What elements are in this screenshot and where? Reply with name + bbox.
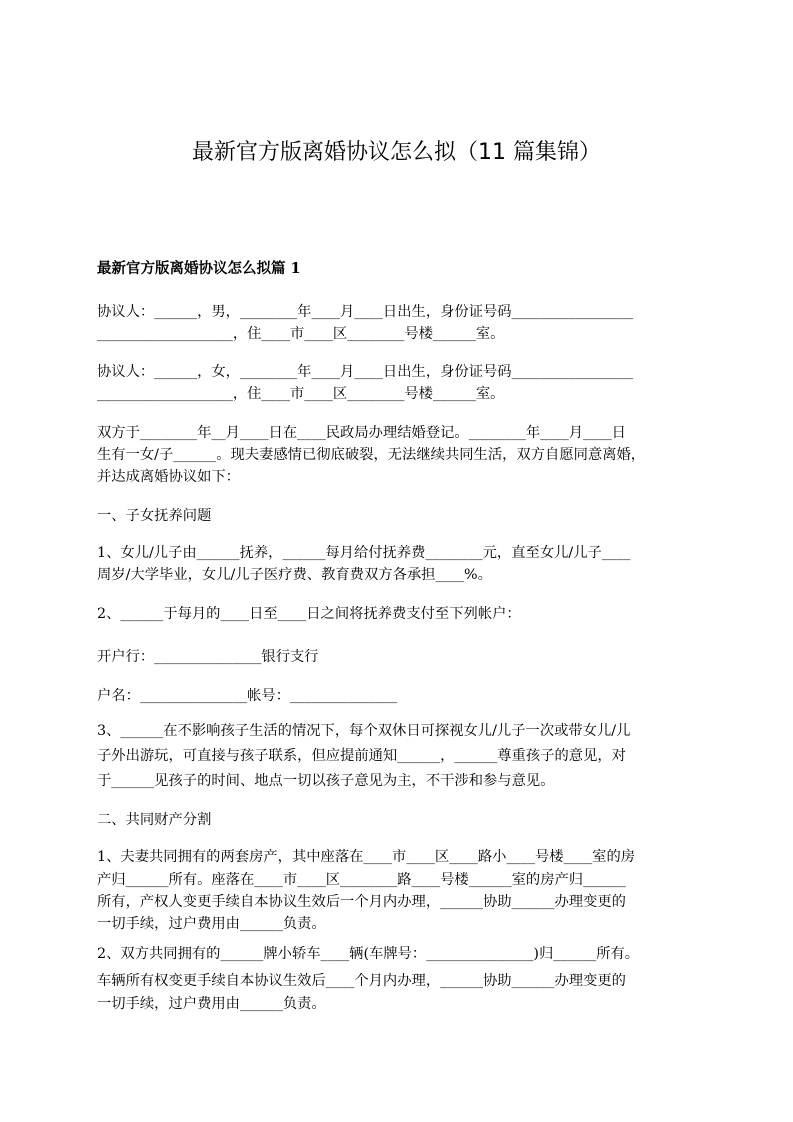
party-line-2b: ___________________，住____市____区________号楼______室。 (97, 386, 505, 402)
property-1-line-2: 产归______所有。座落在____市____区________路____号楼______室的房产归______ (97, 872, 626, 888)
heading-child-support: 一、子女抚养问题 (97, 508, 212, 524)
clause-1-line-1: 1、女儿/儿子由______抚养，______每月给付抚养费________元，直至女儿/儿子____ (97, 545, 631, 561)
marriage-paragraph-line-1: 双方于________年__月____日在____民政局办理结婚登记。________年____月____日 (97, 425, 626, 441)
marriage-paragraph-line-2: 生有一女/子______。现夫妻感情已彻底破裂，无法继续共同生活，双方自愿同意离婚， (97, 447, 646, 463)
party-line-1a: 协议人：______，男，________年____月____日出生，身份证号码_________________ (97, 304, 634, 320)
clause-2-line: 2、______于每月的____日至____日之间将抚养费支付至下列帐户： (97, 606, 521, 622)
property-1-line-3: 所有，产权人变更手续自本协议生效后一个月内办理，______协助______办理变更的 (97, 894, 626, 910)
property-1-line-4: 一切手续，过户费用由______负责。 (97, 916, 326, 932)
marriage-paragraph-line-3: 并达成离婚协议如下： (97, 469, 240, 485)
property-2-line-1: 2、双方共同拥有的______牌小轿车____辆(车牌号：_______________)归______所有。 (97, 946, 640, 962)
document-title: 最新官方版离婚协议怎么拟（11 篇集锦） (192, 140, 601, 165)
heading-property-division: 二、共同财产分割 (97, 812, 212, 828)
property-2-line-2: 车辆所有权变更手续自本协议生效后____个月内办理，______协助______办理变更的 (97, 973, 626, 989)
clause-1-line-2: 周岁/大学毕业，女儿/儿子医疗费、教育费双方各承担____%。 (97, 567, 492, 583)
clause-3-line-2: 子外出游玩，可直接与孩子联系，但应提前通知______，______尊重孩子的意见，对 (97, 748, 626, 764)
clause-3-line-1: 3、______在不影响孩子生活的情况下，每个双休日可探视女儿/儿子一次或带女儿/儿 (97, 723, 631, 739)
account-line: 户名：_______________帐号：_______________ (97, 688, 398, 704)
property-1-line-1: 1、夫妻共同拥有的两套房产，其中座落在____市____区____路小____号楼____室的房 (97, 849, 636, 865)
bank-line: 开户行：_______________银行支行 (97, 649, 319, 665)
property-2-line-3: 一切手续，过户费用由______负责。 (97, 996, 326, 1012)
clause-3-line-3: 于______见孩子的时间、地点一切以孩子意见为主，不干涉和参与意见。 (97, 773, 555, 789)
party-line-1b: ___________________，住____市____区________号楼______室。 (97, 326, 505, 342)
section-heading: 最新官方版离婚协议怎么拟篇 1 (97, 260, 301, 277)
party-line-2a: 协议人：______，女，________年____月____日出生，身份证号码_________________ (97, 364, 634, 380)
